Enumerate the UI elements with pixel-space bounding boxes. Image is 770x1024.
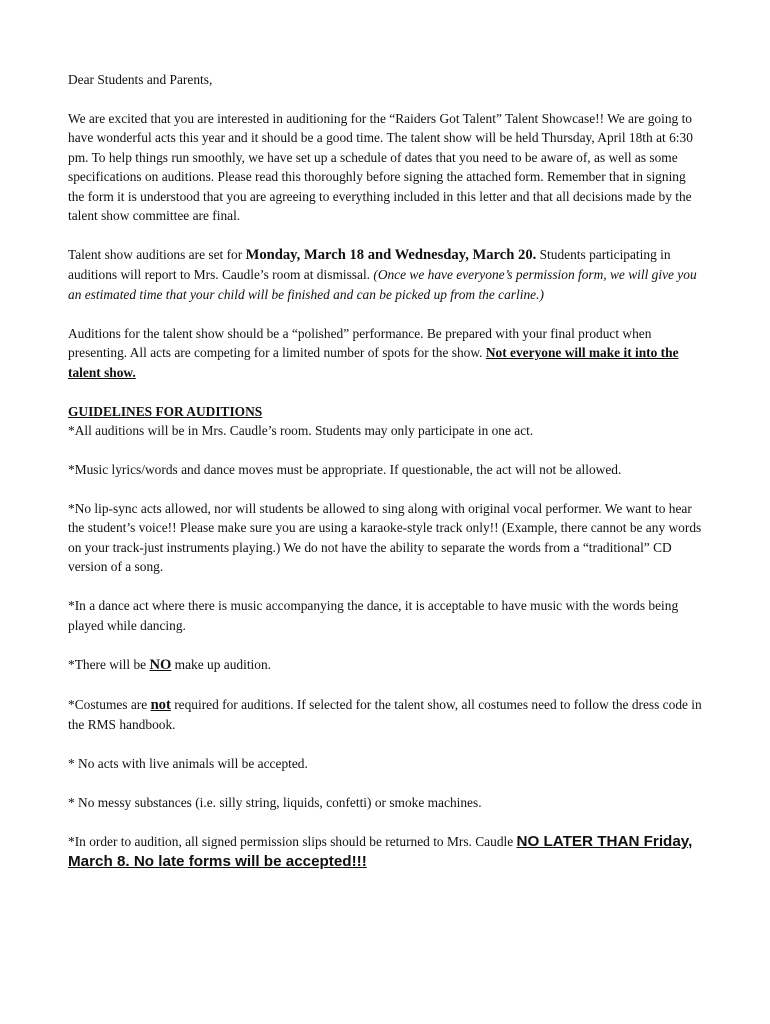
guideline-dance: *In a dance act where there is music accompanying the dance, it is acceptable to have music with the words being played while dancing. <box>68 598 679 633</box>
auditions-dates-paragraph <box>68 245 704 304</box>
guideline-costumes-post: required for auditions. If selected for the talent show, all costumes need to follow the dress code in the RMS handbook. <box>68 696 702 733</box>
guideline-room: *All auditions will be in Mrs. Caudle’s room. Students may only participate in one act. <box>68 423 534 439</box>
guideline-costumes <box>68 695 704 735</box>
guideline-appropriate: *Music lyrics/words and dance moves must be appropriate. If questionable, the act will not be allowed. <box>68 462 622 478</box>
guideline-messy: * No messy substances (i.e. silly string, liquids, confetti) or smoke machines. <box>68 795 482 811</box>
guideline-deadline <box>68 832 704 871</box>
polished-paragraph <box>68 324 704 382</box>
guideline-makeup <box>68 655 704 675</box>
audition-dates: Monday, March 18 and Wednesday, March 20. <box>245 247 537 264</box>
guidelines-heading: GUIDELINES FOR AUDITIONS <box>68 403 263 419</box>
polished-text: Auditions for the talent show should be a “polished” performance. Be prepared with your final product when presenting. All acts are competing for a limited number of spots for the show. <box>68 325 652 361</box>
guideline-animals: * No acts with live animals will be accepted. <box>68 756 308 772</box>
guideline-makeup-post: make up audition. <box>171 656 271 672</box>
carline-note: (Once we have everyone’s permission form, we will give you an estimated time that your child will be finished and can be picked up from the carline.) <box>68 267 697 302</box>
deadline-warning: NO LATER THAN Friday, March 8. No late forms will be accepted!!! <box>68 833 693 870</box>
letter-body <box>68 70 704 891</box>
not-emphasis: not <box>150 696 171 713</box>
guideline-deadline-pre: *In order to audition, all signed permission slips should be returned to Mrs. Caudle <box>68 834 517 850</box>
guideline-lip-sync: *No lip-sync acts allowed, nor will students be allowed to sing along with original vocal performer. We want to hear the student’s voice!! Please make sure you are using a karaoke-style track only!! (Example, there cannot be any words on your track-just instruments playing.) We do not have the ability to separate the words from a “traditional” CD version of a song. <box>68 501 702 575</box>
guideline-makeup-pre: *There will be <box>68 656 150 672</box>
salutation: Dear Students and Parents, <box>68 72 213 87</box>
intro-paragraph: We are excited that you are interested in auditioning for the “Raiders Got Talent” Talent Showcase!! We are going to have wonderful acts this year and it should be a good time. The talent show will be held Thursday, April 18th at 6:30 pm. To help things run smoothly, we have set up a schedule of dates that you need to be aware of, as well as some specifications on auditions. Please read this thoroughly before signing the attached form. Remember that in signing the form it is understood that you are agreeing to everything included in this letter and that all decisions made by the talent show committee are final. <box>68 111 693 224</box>
auditions-lead: Talent show auditions are set for <box>68 247 246 263</box>
guideline-costumes-pre: *Costumes are <box>68 696 151 712</box>
auditions-report: Students participating in auditions will report to Mrs. Caudle’s room at dismissal. <box>68 247 671 283</box>
not-everyone-warning: Not everyone will make it into the talent show. <box>68 345 679 380</box>
no-emphasis: NO <box>149 656 172 673</box>
